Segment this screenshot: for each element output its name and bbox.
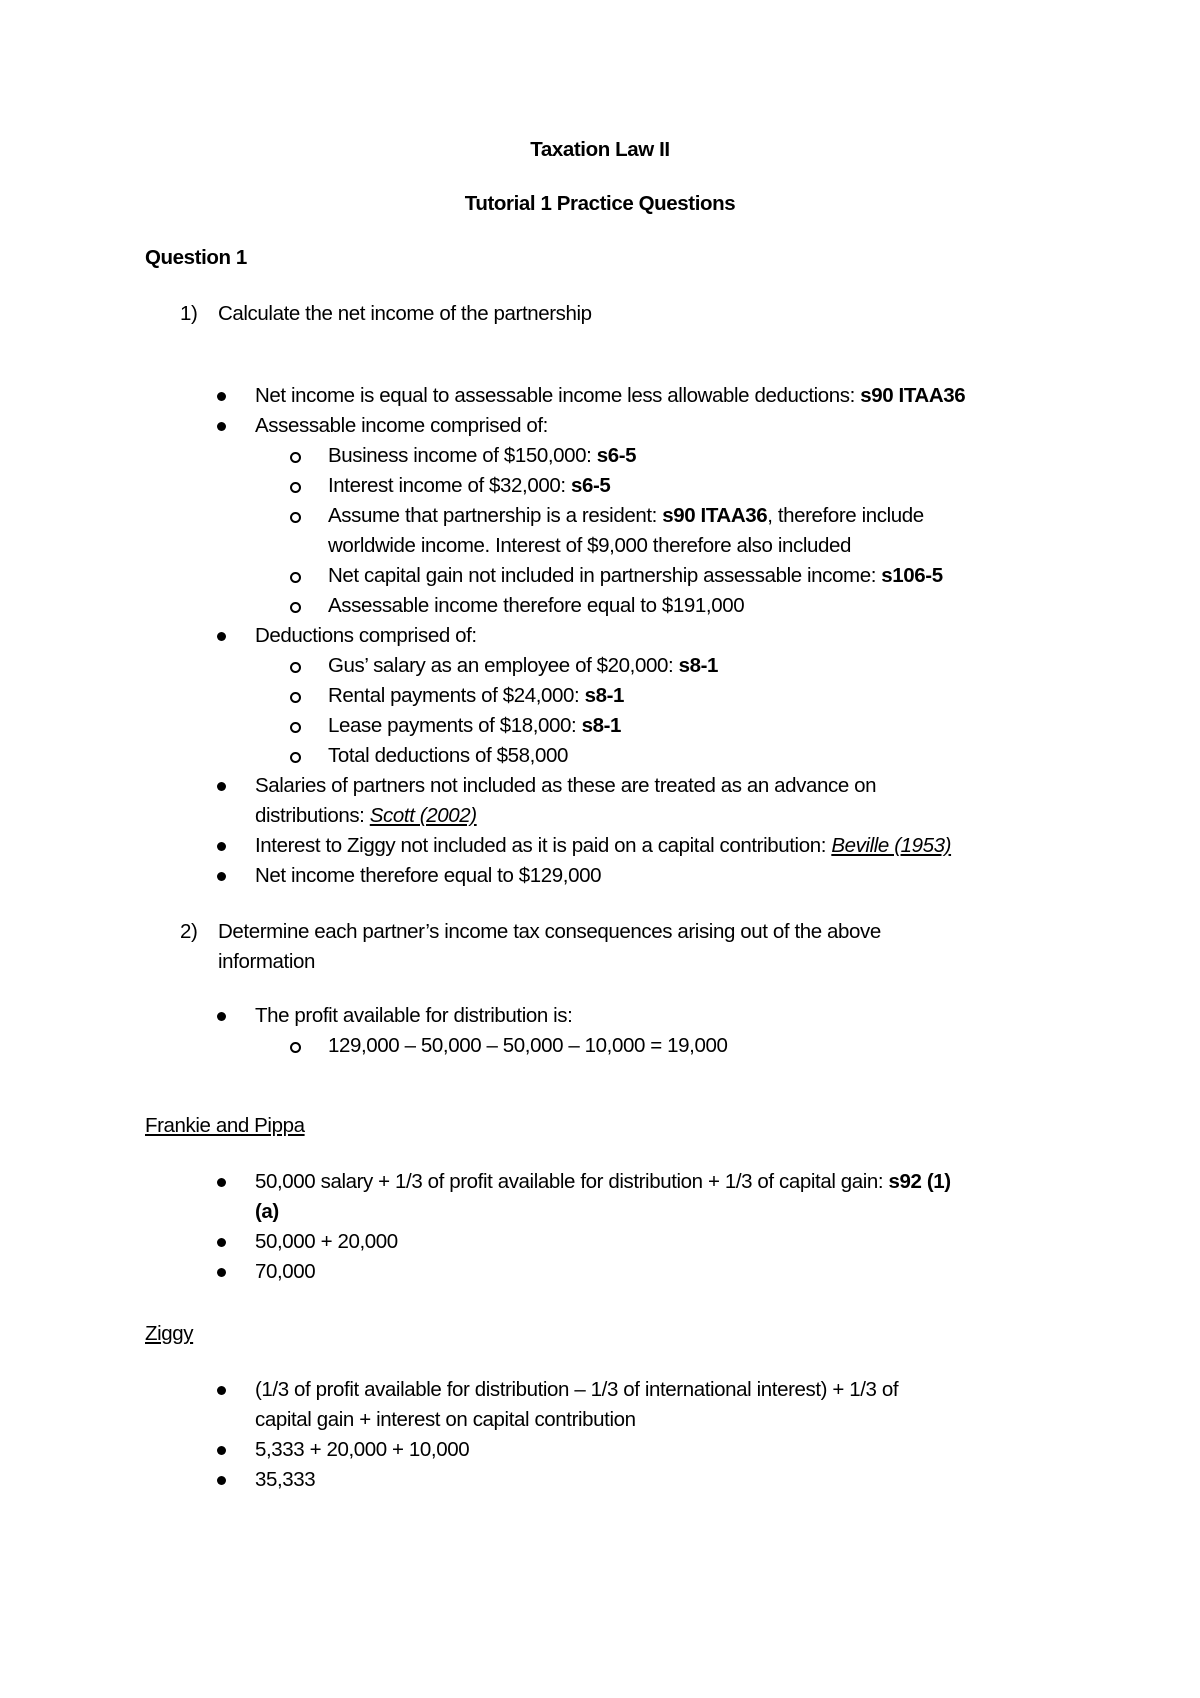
deductions-heading: Deductions comprised of: — [255, 624, 477, 647]
circle-bullet-icon — [290, 722, 301, 733]
ziggy-calculation: 5,333 + 20,000 + 10,000 — [255, 1438, 470, 1461]
ziggy-formula-continuation: capital gain + interest on capital contribution — [255, 1408, 636, 1431]
bullet-icon — [217, 632, 226, 641]
deduction-item: Lease payments of $18,000: s8-1 — [328, 714, 622, 737]
bullet-icon — [217, 392, 226, 401]
part-2-question-continuation: information — [218, 950, 316, 973]
frankie-calculation: 50,000 + 20,000 — [255, 1230, 398, 1253]
assessable-item-continuation: worldwide income. Interest of $9,000 therefore also included — [328, 534, 851, 557]
salaries-note-continuation: distributions: Scott (2002) — [255, 804, 477, 827]
bullet-icon — [217, 872, 226, 881]
frankie-formula-continuation: (a) — [255, 1200, 279, 1223]
interest-note: Interest to Ziggy not included as it is paid on a capital contribution: Beville (1953) — [255, 834, 952, 857]
bullet-icon — [217, 1178, 226, 1187]
circle-bullet-icon — [290, 572, 301, 583]
bullet-icon — [217, 782, 226, 791]
assessable-item: Net capital gain not included in partnership assessable income: s106-5 — [328, 564, 943, 587]
net-income-result: Net income therefore equal to $129,000 — [255, 864, 602, 887]
bullet-icon — [217, 1476, 226, 1485]
part-number-1: 1) — [180, 302, 198, 325]
circle-bullet-icon — [290, 452, 301, 463]
profit-calculation: 129,000 – 50,000 – 50,000 – 10,000 = 19,000 — [328, 1034, 728, 1057]
bullet-icon — [217, 842, 226, 851]
circle-bullet-icon — [290, 662, 301, 673]
bullet-icon — [217, 1238, 226, 1247]
bullet-icon — [217, 1446, 226, 1455]
net-income-definition: Net income is equal to assessable income less allowable deductions: s90 ITAA36 — [255, 384, 966, 407]
document-subtitle: Tutorial 1 Practice Questions — [464, 192, 736, 215]
assessable-item: Assume that partnership is a resident: s90 ITAA36, therefore include — [328, 504, 924, 527]
question-heading: Question 1 — [145, 246, 247, 269]
section-heading-ziggy: Ziggy — [145, 1322, 194, 1345]
section-heading-frankie-pippa: Frankie and Pippa — [145, 1114, 305, 1137]
bullet-icon — [217, 1386, 226, 1395]
assessable-item: Assessable income therefore equal to $191,000 — [328, 594, 745, 617]
frankie-formula: 50,000 salary + 1/3 of profit available for distribution + 1/3 of capital gain: s92 (1) — [255, 1170, 951, 1193]
bullet-icon — [217, 1012, 226, 1021]
frankie-result: 70,000 — [255, 1260, 316, 1283]
case-citation: Scott (2002) — [369, 804, 477, 827]
circle-bullet-icon — [290, 1042, 301, 1053]
assessable-item: Interest income of $32,000: s6-5 — [328, 474, 611, 497]
ziggy-result: 35,333 — [255, 1468, 316, 1491]
circle-bullet-icon — [290, 512, 301, 523]
deduction-item: Gus’ salary as an employee of $20,000: s8-1 — [328, 654, 719, 677]
ziggy-formula: (1/3 of profit available for distribution – 1/3 of international interest) + 1/3 of — [255, 1378, 899, 1401]
salaries-note: Salaries of partners not included as these are treated as an advance on — [255, 774, 877, 797]
deduction-item: Rental payments of $24,000: s8-1 — [328, 684, 625, 707]
circle-bullet-icon — [290, 692, 301, 703]
case-citation: Beville (1953) — [831, 834, 952, 857]
document-title: Taxation Law II — [530, 138, 670, 161]
circle-bullet-icon — [290, 482, 301, 493]
assessable-item: Business income of $150,000: s6-5 — [328, 444, 637, 467]
part-1-question: Calculate the net income of the partnership — [218, 302, 592, 325]
profit-heading: The profit available for distribution is: — [255, 1004, 573, 1027]
circle-bullet-icon — [290, 752, 301, 763]
deduction-item: Total deductions of $58,000 — [328, 744, 568, 767]
part-2-question: Determine each partner’s income tax consequences arising out of the above — [218, 920, 881, 943]
bullet-icon — [217, 422, 226, 431]
part-number-2: 2) — [180, 920, 198, 943]
assessable-heading: Assessable income comprised of: — [255, 414, 548, 437]
bullet-icon — [217, 1268, 226, 1277]
circle-bullet-icon — [290, 602, 301, 613]
